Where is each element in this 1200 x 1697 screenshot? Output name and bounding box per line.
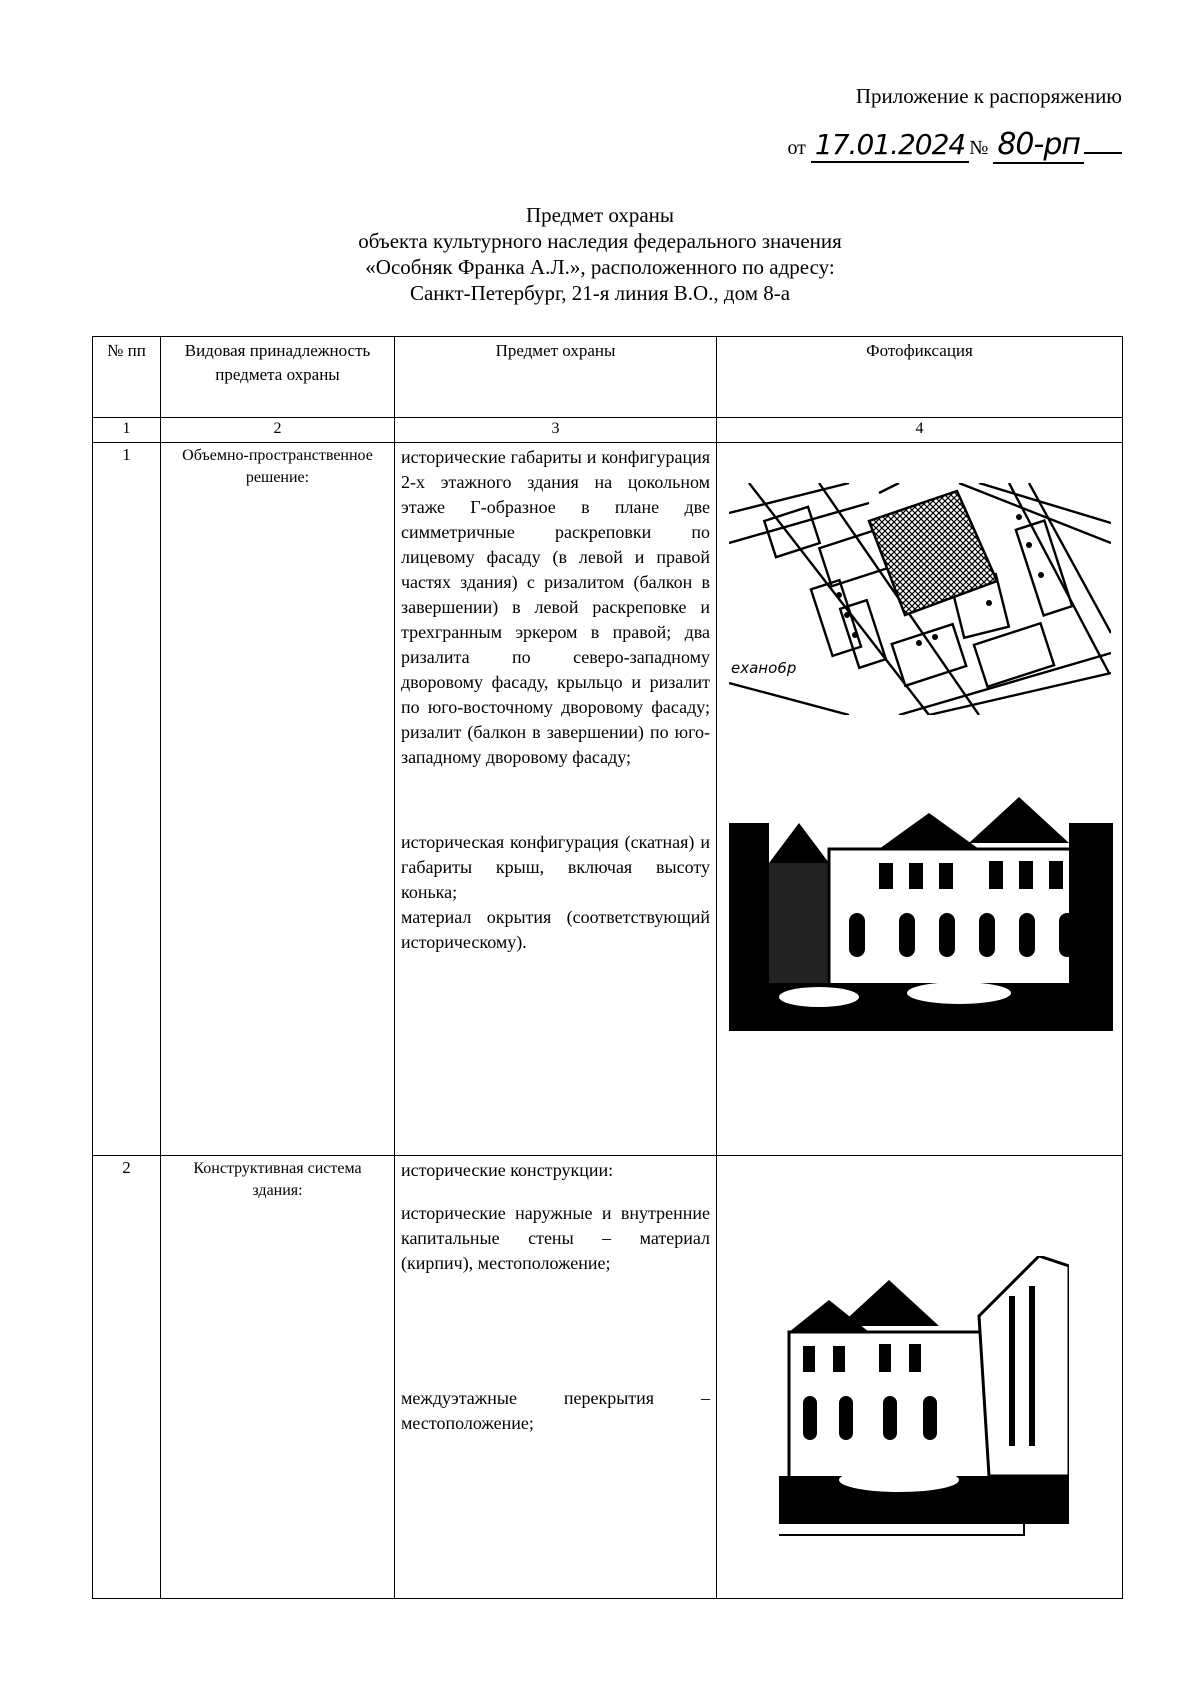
appendix-line: Приложение к распоряжению [855, 84, 1122, 108]
header-photo: Фотофиксация [717, 337, 1123, 418]
appendix-header [787, 84, 1122, 162]
table-row [93, 443, 1123, 1156]
title-line-4: Санкт-Петербург, 21-я линия В.О., дом 8-а [409, 281, 791, 305]
title-line-2: объекта культурного наследия федерального значения [358, 229, 842, 253]
protection-subject-table [92, 336, 1123, 1599]
map-label: ехано6р [731, 659, 797, 677]
title-line-3: «Особняк Франка А.Л.», расположенного по адресу: [365, 255, 835, 279]
row-photos [717, 443, 1123, 1156]
row-kind: Объемно-пространственное решение: [161, 443, 395, 1156]
order-reference [787, 127, 1122, 162]
column-number: 2 [161, 418, 395, 443]
column-number: 3 [395, 418, 717, 443]
column-number: 1 [93, 418, 161, 443]
building-photo-icon [779, 1256, 1069, 1524]
building-photo-icon [729, 783, 1113, 1031]
row-number: 2 [93, 1156, 161, 1599]
order-date: 17.01.2024 [811, 128, 969, 163]
row-number: 1 [93, 443, 161, 1156]
subject-paragraph: материал окрытия (соответствующий историческому). [401, 907, 710, 952]
row-kind: Конструктивная система здания: [161, 1156, 395, 1599]
table-header-row [93, 337, 1123, 418]
cadastral-map-icon [729, 483, 1111, 715]
subject-paragraph: историческая конфигурация (скатная) и габариты крыш, включая высоту конька; [401, 832, 710, 902]
header-num: № пп [93, 337, 161, 418]
document-title [0, 202, 1200, 306]
subject-paragraph: междуэтажные перекрытия – местоположение; [401, 1388, 710, 1433]
header-subject: Предмет охраны [395, 337, 717, 418]
subject-paragraph: исторические наружные и внутренние капитальные стены – материал (кирпич), местоположение; [401, 1203, 710, 1273]
order-number: 80-рп [993, 127, 1084, 164]
subject-paragraph: исторические габариты и конфигурация 2-х этажного здания на цокольном этаже Г-образное в плане две симметричные раскреповки по лицевому фасаду (в левой и правой частях здания) с ризалитом (балкон в завершении) в левой раскреповке и трехгранным эркером в правой; два ризалита по северо-западному дворовому фасаду, крыльцо и ризалит по юго-восточному дворовому фасаду; ризалит (балкон в завершении) по юго-западному дворовому фасаду; [401, 447, 710, 767]
header-kind: Видовая принадлежность предмета охраны [161, 337, 395, 418]
row-subject [395, 1156, 717, 1599]
column-number: 4 [717, 418, 1123, 443]
underline [1084, 152, 1122, 154]
title-line-1: Предмет охраны [525, 203, 675, 227]
table-row [93, 1156, 1123, 1599]
column-number-row [93, 418, 1123, 443]
row-photos [717, 1156, 1123, 1599]
subject-paragraph: исторические конструкции: [401, 1160, 614, 1180]
row-subject [395, 443, 717, 1156]
number-label: № [969, 137, 989, 159]
from-label: от [787, 137, 806, 159]
